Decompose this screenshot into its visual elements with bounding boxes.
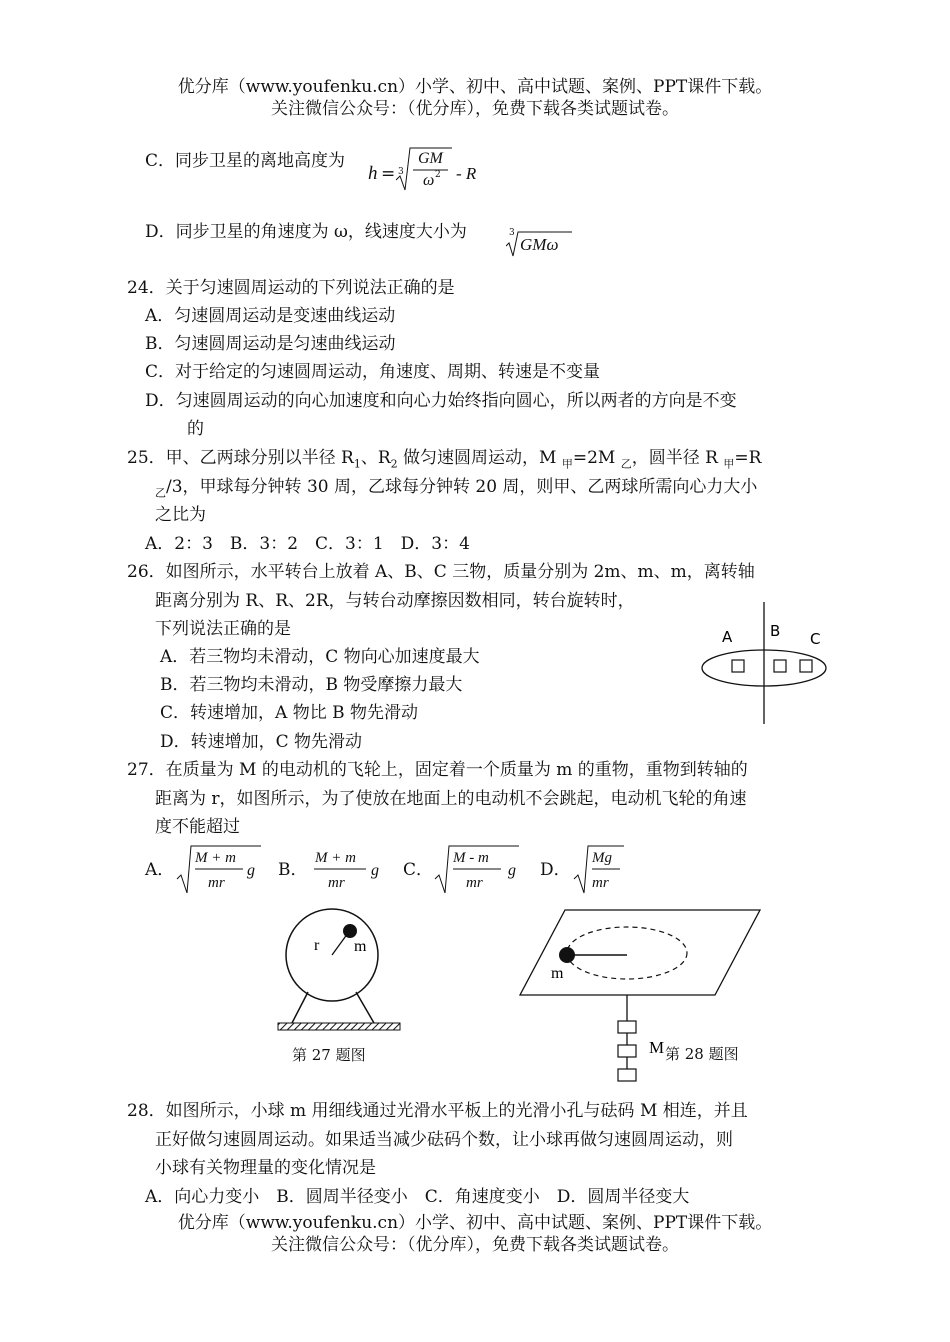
q28-caption: 第 28 题图 — [665, 1045, 739, 1063]
q27-b-num: M + m — [315, 850, 356, 866]
q27-option-b-label: B． — [278, 860, 308, 880]
q28-options: A．向心力变小 B．圆周半径变小 C．角速度变小 D．圆周半径变大 — [145, 1187, 690, 1207]
q23-h: h — [368, 163, 378, 184]
q28-line1: 28．如图所示，小球 m 用细线通过光滑水平板上的光滑小孔与砝码 M 相连，并且 — [127, 1101, 748, 1121]
q23-option-d-formula — [506, 226, 576, 260]
q25-line1: 25．甲、乙两球分别以半径 $R_1$、$R_2$ 做匀速圆周运动，M $_甲$=2M $_乙$，圆半径 R $_甲$=R — [127, 448, 762, 471]
q26-option-d: D．转速增加，C 物先滑动 — [160, 732, 363, 752]
footer-line-1: 优分库（www.youfenku.cn）小学、初中、高中试题、案例、PPT课件下载。 — [177, 1213, 773, 1233]
q23-option-d-text: D．同步卫星的角速度为 ω，线速度大小为 — [145, 222, 467, 242]
q24-option-b: B．匀速圆周运动是匀速曲线运动 — [145, 334, 396, 354]
q26-turntable-figure — [690, 596, 850, 730]
q27-caption: 第 27 题图 — [292, 1046, 366, 1064]
q24-stem: 24．关于匀速圆周运动的下列说法正确的是 — [127, 278, 455, 298]
q27-line1: 27．在质量为 M 的电动机的飞轮上，固定着一个质量为 m 的重物，重物到转轴的 — [127, 760, 748, 780]
q27-fig-r: r — [314, 937, 320, 954]
q24-option-d-line1: D．匀速圆周运动的向心加速度和向心力始终指向圆心，所以两者的方向是不变 — [145, 391, 737, 411]
q23-d-expr: GMω — [520, 235, 559, 254]
q26-option-a: A．若三物均未滑动，C 物向心加速度最大 — [160, 647, 480, 667]
q23-root-index: 3 — [398, 167, 404, 177]
q27-b-den: mr — [328, 875, 345, 891]
q26-label-b: B — [770, 622, 781, 640]
q27-d-num: Mg — [592, 850, 612, 866]
q24-option-c: C．对于给定的匀速圆周运动，角速度、周期、转速是不变量 — [145, 362, 601, 382]
q26-option-c: C．转速增加，A 物比 B 物先滑动 — [160, 703, 418, 723]
q26-line3: 下列说法正确的是 — [155, 619, 291, 639]
q23-den: ω — [423, 172, 435, 189]
q26-line2: 距离分别为 R、R、2R，与转台动摩擦因数相同，转台旋转时， — [155, 591, 635, 611]
q27-flywheel-figure — [270, 905, 410, 1035]
q26-line1: 26．如图所示，水平转台上放着 A、B、C 三物，质量分别为 2m、m、m，离转轴 — [127, 562, 755, 582]
q27-b-g: g — [371, 862, 379, 879]
q23-eq: = — [381, 164, 396, 184]
q23-exp: 2 — [435, 170, 441, 180]
q27-fig-m: m — [354, 938, 367, 955]
q27-option-d-label: D． — [540, 860, 571, 880]
q26-option-b: B．若三物均未滑动，B 物受摩擦力最大 — [160, 675, 463, 695]
q25-line2: $_乙$/3，甲球每分钟转 30 周，乙球每分钟转 20 周，则甲、乙两球所需向心力大小 — [155, 477, 758, 500]
header-line-2: 关注微信公众号：（优分库），免费下载各类试题试卷。 — [271, 99, 679, 119]
q27-a-g: g — [247, 862, 255, 879]
q26-label-c: C — [810, 630, 821, 648]
q27-c-num: M - m — [453, 850, 489, 866]
q27-a-den: mr — [208, 875, 225, 891]
q27-c-den: mr — [466, 875, 483, 891]
q27-c-g: g — [508, 862, 516, 879]
q28-line3: 小球有关物理量的变化情况是 — [155, 1158, 376, 1178]
q27-line3: 度不能超过 — [155, 817, 240, 837]
q28-fig-m: m — [551, 965, 564, 982]
q28-fig-M: M — [649, 1038, 665, 1057]
q23-option-c-text: C．同步卫星的离地高度为 — [145, 151, 346, 171]
q27-d-den: mr — [592, 875, 609, 891]
q27-line2: 距离为 r，如图所示，为了使放在地面上的电动机不会跳起，电动机飞轮的角速 — [155, 789, 747, 809]
q23-tail: - R — [456, 164, 477, 183]
q27-option-c-label: C． — [403, 860, 434, 880]
q23-d-root-index: 3 — [509, 228, 515, 238]
q27-option-a-label: A． — [145, 860, 175, 880]
q25-options: A．2：3 B．3：2 C．3：1 D．3：4 — [145, 534, 470, 554]
header-line-1: 优分库（www.youfenku.cn）小学、初中、高中试题、案例、PPT课件下载。 — [177, 77, 773, 97]
q27-a-num: M + m — [195, 850, 236, 866]
q25-line3: 之比为 — [155, 505, 206, 525]
q24-option-d-line2: 的 — [187, 419, 204, 439]
q23-num: GM — [418, 150, 443, 167]
q23-option-c-formula — [368, 144, 498, 196]
q28-line2: 正好做匀速圆周运动。如果适当减少砝码个数，让小球再做匀速圆周运动，则 — [155, 1130, 733, 1150]
footer-line-2: 关注微信公众号：（优分库），免费下载各类试题试卷。 — [271, 1235, 679, 1255]
q24-option-a: A．匀速圆周运动是变速曲线运动 — [145, 306, 396, 326]
q26-label-a: A — [722, 628, 733, 646]
